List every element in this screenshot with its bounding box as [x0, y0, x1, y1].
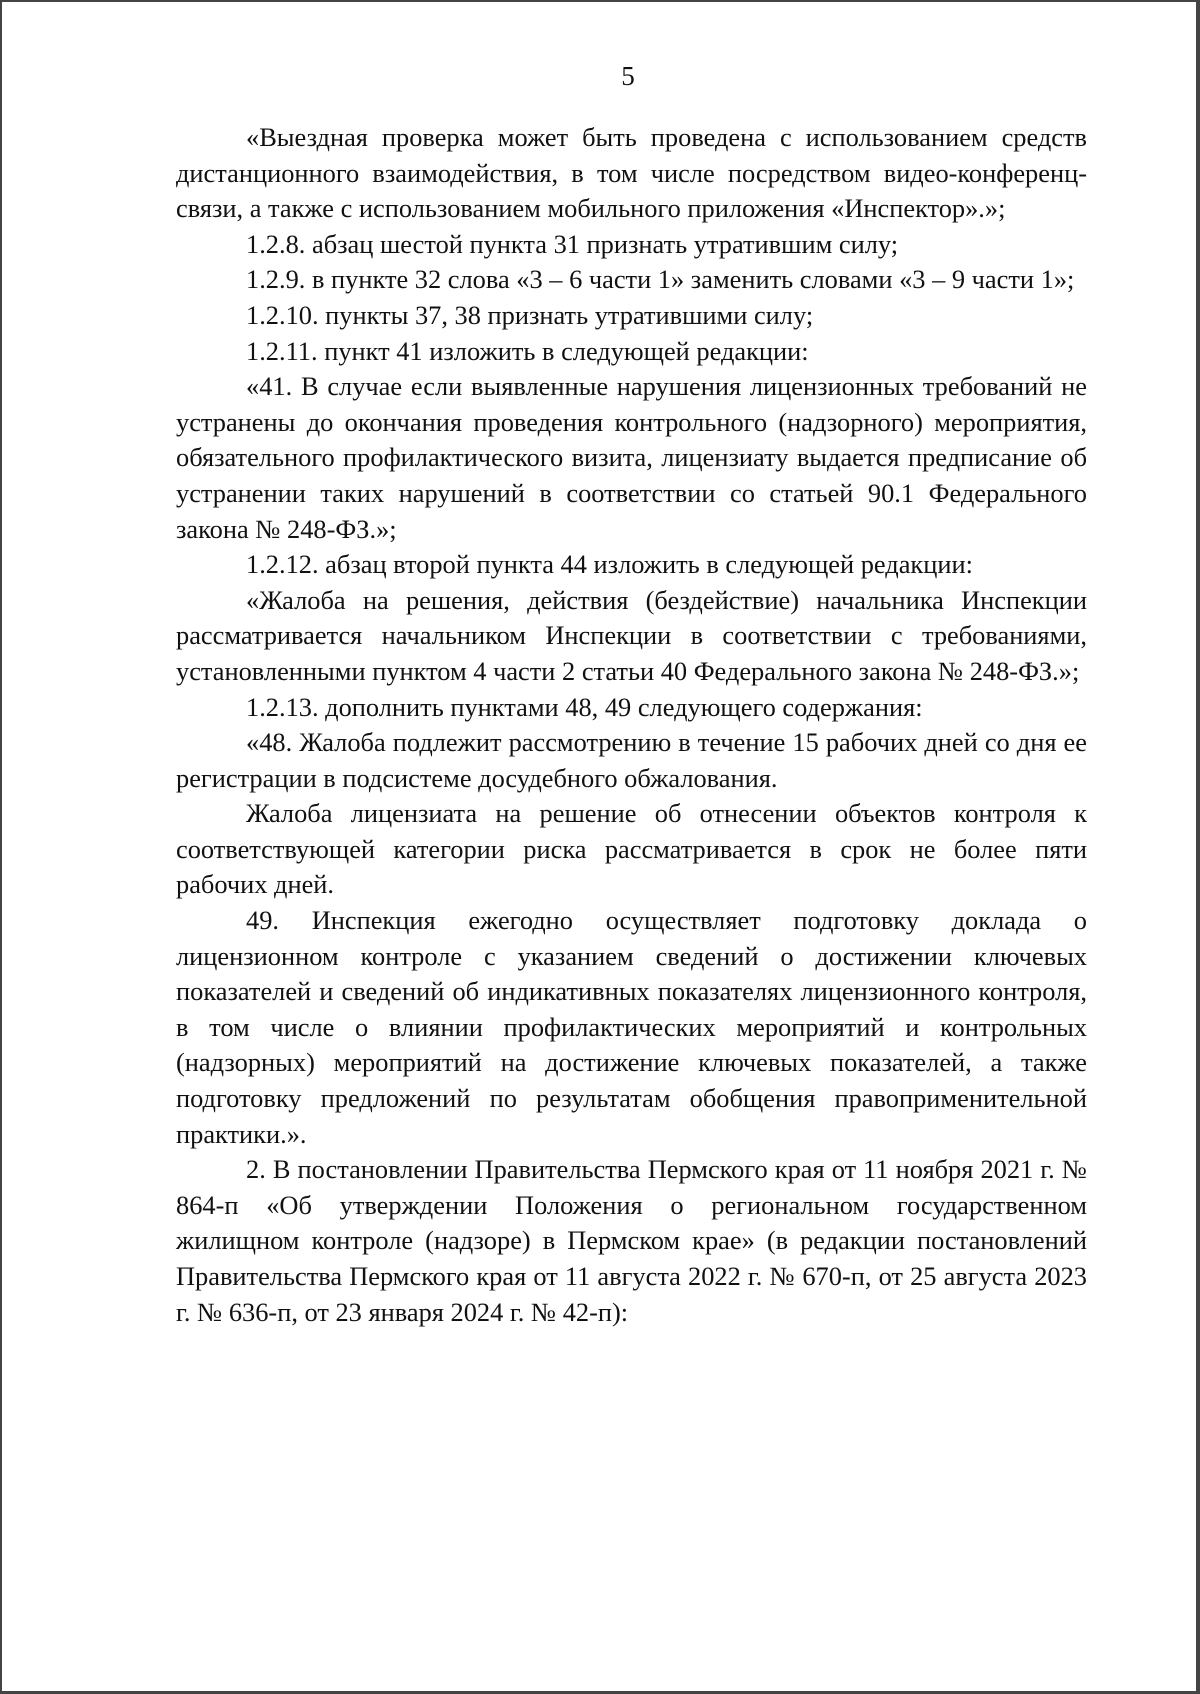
document-body	[176, 120, 1087, 1330]
paragraph-point-48: «48. Жалоба подлежит рассмотрению в течение 15 рабочих дней со дня ее регистрации в подсистеме досудебного обжалования.	[176, 727, 1087, 793]
paragraph-complaint-quote: «Жалоба на решения, действия (бездействие) начальника Инспекции рассматривается начальником Инспекции в соответствии с требованиями, установленными пунктом 4 части 2 статьи 40 Федерального закона № 248-ФЗ.»;	[176, 584, 1087, 686]
paragraph-1-2-9: 1.2.9. в пункте 32 слова «3 – 6 части 1» заменить словами «3 – 9 части 1»;	[246, 264, 1075, 295]
paragraph-1-2-10: 1.2.10. пункты 37, 38 признать утратившими силу;	[246, 299, 814, 330]
paragraph-1-2-12: 1.2.12. абзац второй пункта 44 изложить в следующей редакции:	[246, 549, 973, 580]
paragraph-field-inspection-quote: «Выездная проверка может быть проведена с использованием средств дистанционного взаимодействия, в том числе посредством видео-конференц-связи, а также с использованием мобильного приложения «Инспектор».»;	[176, 122, 1087, 224]
paragraph-point-49: 49. Инспекция ежегодно осуществляет подготовку доклада о лицензионном контроле с указанием сведений о достижении ключевых показателей и сведений об индикативных показателях лицензионного контроля, в том числе о влиянии профилактических мероприятий и контрольных (надзорных) мероприятий на достижение ключевых показателей, а также подготовку предложений по результатам обобщения правоприменительной практики.».	[176, 905, 1087, 1149]
paragraph-1-2-11: 1.2.11. пункт 41 изложить в следующей редакции:	[246, 335, 809, 366]
paragraph-1-2-13: 1.2.13. дополнить пунктами 48, 49 следующего содержания:	[246, 691, 923, 722]
page-number: 5	[621, 61, 635, 91]
paragraph-licensee-complaint: Жалоба лицензиата на решение об отнесении объектов контроля к соответствующей категории риска рассматривается в срок не более пяти рабочих дней.	[176, 798, 1087, 900]
paragraph-point-41: «41. В случае если выявленные нарушения лицензионных требований не устранены до окончания проведения контрольного (надзорного) мероприятия, обязательного профилактического визита, лицензиату выдается предписание об устранении таких нарушений в соответствии со статьей 90.1 Федерального закона № 248-ФЗ.»;	[176, 371, 1087, 544]
paragraph-1-2-8: 1.2.8. абзац шестой пункта 31 признать утратившим силу;	[246, 228, 899, 259]
paragraph-section-2: 2. В постановлении Правительства Пермского края от 11 ноября 2021 г. № 864-п «Об утверждении Положения о региональном государственном жилищном контроле (надзоре) в Пермском крае» (в редакции постановлений Правительства Пермского края от 11 августа 2022 г. № 670-п, от 25 августа 2023 г. № 636-п, от 23 января 2024 г. № 42-п):	[176, 1154, 1087, 1327]
